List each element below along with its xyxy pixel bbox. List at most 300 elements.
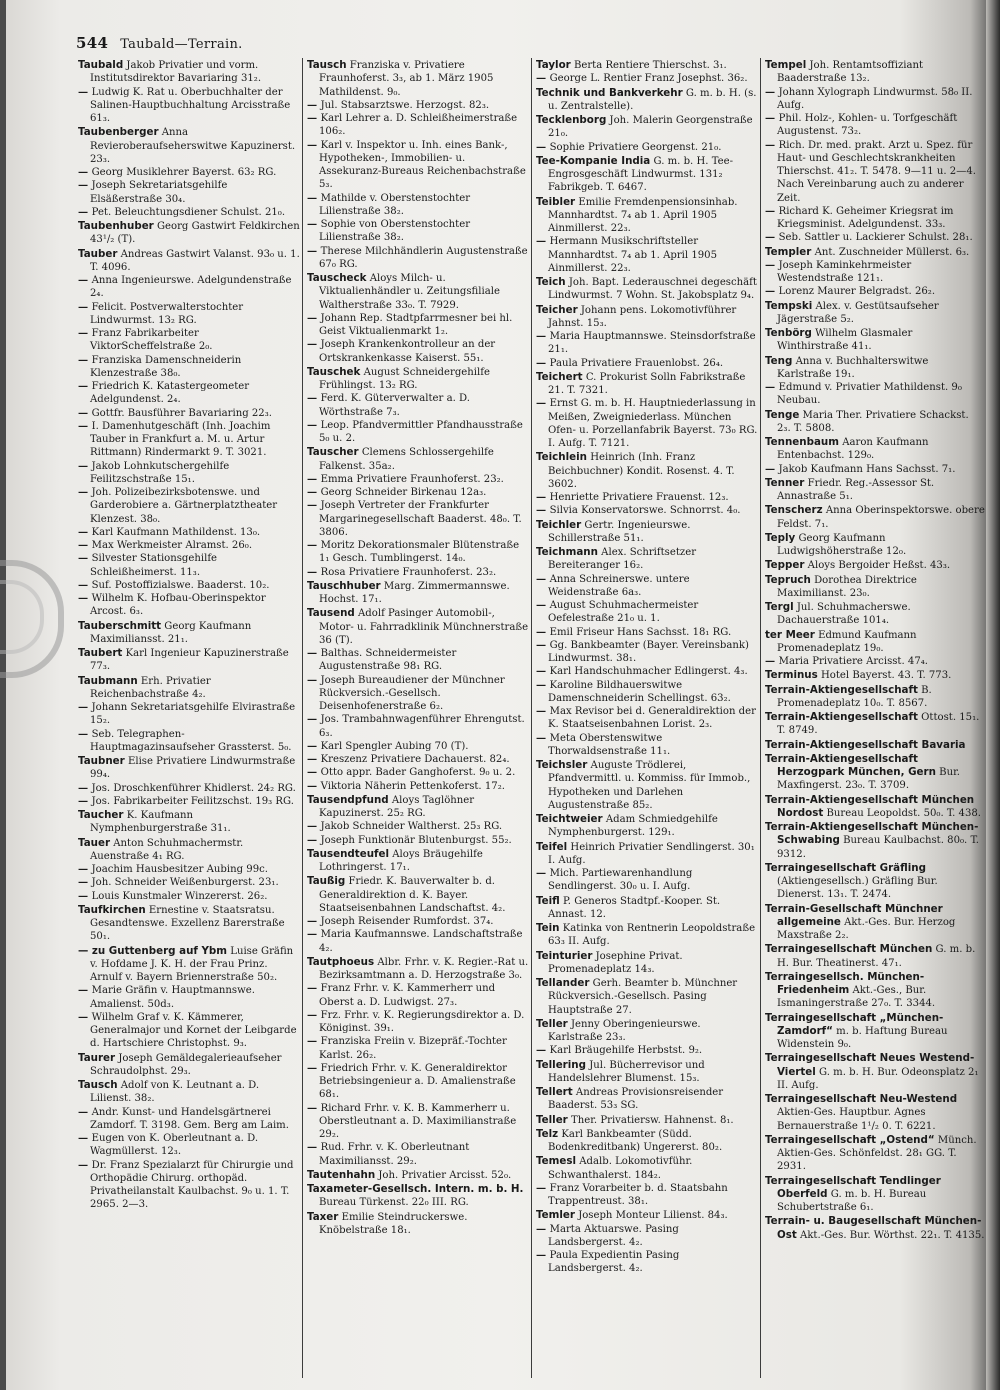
repeat-dash: — xyxy=(78,702,92,713)
entry-details: Sophie Privatiere Georgenst. 21₀. xyxy=(549,141,722,153)
entry-details: Aloys Bergoider Heßst. 43₃. xyxy=(807,560,951,572)
entry-details: Anna Oberinspektorswe. obere Feldst. 7₁. xyxy=(777,505,985,530)
entry-details: Anna v. Buchhalterswitwe Karlstraße 19₁. xyxy=(777,355,929,380)
directory-entry xyxy=(765,246,985,259)
directory-entry xyxy=(307,1009,529,1036)
directory-entry xyxy=(536,304,758,331)
entry-details: Emma Privatiere Fraunhoferst. 23₂. xyxy=(320,473,504,485)
repeat-dash: — xyxy=(536,666,550,678)
repeat-dash: — xyxy=(765,205,779,217)
repeat-dash: — xyxy=(78,180,92,192)
repeat-dash: — xyxy=(536,706,550,717)
repeat-dash: — xyxy=(307,1062,321,1074)
entry-surname: Terraingesellschaft Tendlinger Oberfeld xyxy=(765,1174,941,1200)
entry-surname: Tausend xyxy=(307,607,355,620)
entry-details: Franz Vorarbeiter b. d. Staatsbahn Trappentreust. 38₁. xyxy=(548,1182,728,1207)
entry-details: Karl Ingenieur Kapuzinerstraße 77₃. xyxy=(90,648,289,673)
directory-entry xyxy=(765,504,985,531)
directory-entry xyxy=(536,665,758,678)
entry-details: Joseph Vertreter der Frankfurter Margarinegesellschaft Baaderst. 48₀. T. 3806. xyxy=(319,500,522,538)
directory-entry xyxy=(536,235,758,275)
entry-surname: Tempel xyxy=(765,59,807,71)
directory-entry xyxy=(78,354,300,381)
entry-details: Jenny Oberingenieurswe. Karlstraße 23₃. xyxy=(548,1018,701,1043)
repeat-dash: — xyxy=(307,780,321,792)
repeat-dash: — xyxy=(78,167,92,178)
entry-details: Jakob Privatier und vorm. Institutsdirektor Bavariaring 31₂. xyxy=(90,60,262,85)
directory-entry xyxy=(78,592,300,619)
entry-details: Karl Lehrer a. D. Schleißheimerstraße 106₂. xyxy=(319,113,518,138)
entry-surname: Tennenbaum xyxy=(765,436,839,448)
directory-entry xyxy=(536,1223,758,1250)
directory-entry xyxy=(307,1035,529,1062)
entry-details: Georg Schneider Birkenau 12a₃. xyxy=(320,487,487,498)
entry-details: Jakob Kaufmann Hans Sachsst. 7₁. xyxy=(778,463,956,475)
entry-details: Wilhelm Graf v. K. Kämmerer, Generalmajor und Kornet der Leibgarde d. Hartschiere Christophst. 9₃. xyxy=(90,1011,297,1050)
entry-surname: Terrain-Aktiengesellschaft xyxy=(765,683,918,696)
directory-entry xyxy=(307,915,529,928)
entry-details: Max Revisor bei d. Generaldirektion der K. Staatseisenbahnen Lorist. 2₃. xyxy=(548,706,756,731)
entry-details: Franziska v. Privatiere Fraunhoferst. 3₃, ab 1. März 1905 Mathildenst. 9₀. xyxy=(319,60,494,98)
directory-entry xyxy=(78,539,300,552)
entry-details: Maria Privatiere Arcisst. 47₄. xyxy=(778,656,928,667)
repeat-dash: — xyxy=(307,487,321,498)
directory-entry xyxy=(765,1175,985,1215)
repeat-dash: — xyxy=(536,732,550,744)
entry-surname: Teifl xyxy=(536,894,560,907)
directory-entry xyxy=(536,546,758,573)
entry-details: Ludwig K. Rat u. Oberbuchhalter der Salinen-Hauptbuchhaltung Arcisstraße 61₃. xyxy=(90,86,291,124)
directory-entry xyxy=(536,357,758,370)
repeat-dash: — xyxy=(307,834,321,846)
entry-details: Andreas Gastwirt Valanst. 93₀ u. 1. T. 4096. xyxy=(90,248,300,273)
entry-surname: Temler xyxy=(536,1209,575,1222)
directory-entry xyxy=(307,928,529,955)
directory-entry xyxy=(536,1128,758,1155)
directory-entry xyxy=(765,477,985,504)
directory-entry xyxy=(536,504,758,517)
entry-details: Münch. Aktien-Ges. Schönfeldst. 28₁ GG. T. 2931. xyxy=(777,1134,977,1173)
entry-details: Gerh. Beamter b. Münchner Rückversich.-Gesellsch. Pasing Hauptstraße 27. xyxy=(548,978,738,1016)
repeat-dash: — xyxy=(78,460,92,472)
entry-surname: Tee-Kompanie India xyxy=(536,154,651,167)
directory-entry xyxy=(765,943,985,970)
directory-entry xyxy=(536,950,758,977)
entry-details: Johann Rep. Stadtpfarrmesner bei hl. Geist Viktualienmarkt 1₂. xyxy=(319,312,513,337)
directory-entry xyxy=(307,794,529,821)
entry-surname: Taubenhuber xyxy=(78,220,154,232)
entry-details: Bureau Leopoldst. 50₀. T. 438. xyxy=(826,807,982,819)
column-4 xyxy=(765,58,985,1378)
entry-details: Berta Rentiere Thierschst. 3₁. xyxy=(573,60,727,71)
directory-entry xyxy=(536,72,758,85)
entry-details: C. Prokurist Solln Fabrikstraße 21. T. 7321. xyxy=(548,371,746,396)
directory-entry xyxy=(765,684,985,711)
directory-entry xyxy=(536,867,758,894)
entry-details: Ant. Zuschneider Müllerst. 6₃. xyxy=(814,246,970,258)
entry-details: Paula Privatiere Frauenlobst. 26₄. xyxy=(549,357,724,369)
entry-details: Joh. Schneider Weißenburgerst. 23₁. xyxy=(91,877,279,889)
entry-details: Ther. Privatiersw. Hahnenst. 8₁. xyxy=(570,1114,734,1126)
repeat-dash: — xyxy=(307,339,321,351)
directory-entry xyxy=(307,499,529,539)
repeat-dash: — xyxy=(536,868,550,879)
directory-entry xyxy=(307,99,529,112)
directory-entry xyxy=(536,1044,758,1057)
directory-entry xyxy=(78,1079,300,1106)
directory-entry xyxy=(765,463,985,476)
entry-details: Erh. Privatier Reichenbachstraße 4₂. xyxy=(90,675,211,700)
directory-entry xyxy=(536,519,758,546)
entry-details: Franziska Damenschneiderin Klenzestraße 38₀. xyxy=(90,354,242,379)
entry-details: Maria Kaufmannswe. Landschaftstraße 4₂. xyxy=(319,929,523,954)
directory-entry xyxy=(307,446,529,473)
directory-entry xyxy=(78,526,300,539)
entry-surname: Taubmann xyxy=(78,674,138,687)
entry-details: Moritz Dekorationsmaler Blütenstraße 1₁ Gesch. Tumblingerst. 14₀. xyxy=(319,540,520,565)
entry-details: Felicit. Postverwalterstochter Lindwurmst. 13₂ RG. xyxy=(90,301,244,326)
entry-details: Friedr. Reg.-Assessor St. Annastraße 5₁. xyxy=(777,477,935,502)
directory-entry xyxy=(536,1018,758,1045)
repeat-dash: — xyxy=(307,113,321,124)
entry-details: Emilie Steindruckerswe. Knöbelstraße 18₁. xyxy=(319,1211,468,1236)
repeat-dash: — xyxy=(307,139,321,151)
entry-surname: Terrain-Gesellschaft Münchner allgemeine xyxy=(765,902,943,928)
directory-entry xyxy=(307,647,529,674)
directory-entry xyxy=(765,1052,985,1092)
directory-entry xyxy=(765,1215,985,1242)
directory-entry xyxy=(78,407,300,420)
repeat-dash: — xyxy=(78,579,92,591)
repeat-dash: — xyxy=(765,286,779,298)
entry-surname: Terraingesellschaft Neues Westend-Viertel xyxy=(765,1052,975,1078)
entry-details: Karl Bankbeamter (Südd. Bodenkreditbank) Ungererst. 80₂. xyxy=(548,1128,723,1153)
repeat-dash: — xyxy=(765,113,779,124)
entry-surname: Taubenberger xyxy=(78,126,159,139)
entry-surname: Telz xyxy=(536,1127,559,1140)
directory-entry xyxy=(78,220,300,247)
entry-details: Bureau Türkenst. 22₀ III. RG. xyxy=(319,1197,469,1209)
repeat-dash: — xyxy=(78,381,92,392)
directory-entry xyxy=(765,259,985,286)
entry-details: Joseph Funktionär Blutenburgst. 55₂. xyxy=(320,834,512,846)
entry-details: Ferd. K. Güterverwalter a. D. Wörthstraße 7₃. xyxy=(319,393,470,418)
directory-entry xyxy=(78,126,300,166)
repeat-dash: — xyxy=(78,1159,92,1171)
directory-entry xyxy=(78,755,300,782)
repeat-dash: — xyxy=(78,540,92,551)
repeat-dash: — xyxy=(536,1182,550,1194)
repeat-dash: — xyxy=(78,275,92,286)
entry-details: Joseph Gemäldegalerieaufseher Schraudolphst. 29₃. xyxy=(90,1052,282,1077)
directory-entry xyxy=(307,192,529,219)
repeat-dash: — xyxy=(78,782,92,794)
entry-details: Adolf von K. Leutnant a. D. Lilienst. 38₂. xyxy=(90,1080,260,1105)
directory-entry xyxy=(536,1059,758,1086)
entry-surname: Tauer xyxy=(78,836,111,849)
entry-surname: Tauscher xyxy=(307,446,359,459)
entry-surname: Teichsler xyxy=(536,759,588,771)
repeat-dash: — xyxy=(307,245,321,257)
entry-details: Heinrich Privatier Sendlingerst. 30₁ I. Aufg. xyxy=(548,841,755,866)
entry-details: Henriette Privatiere Frauenst. 12₃. xyxy=(549,492,729,503)
entry-details: Franz Frhr. v. K. Kammerherr und Oberst a. D. Ludwigst. 27₃. xyxy=(319,983,496,1008)
repeat-dash: — xyxy=(307,1102,321,1114)
directory-entry xyxy=(307,245,529,272)
directory-entry xyxy=(78,876,300,889)
entry-details: Anna Schreinerswe. untere Weidenstraße 6a₃. xyxy=(548,573,690,598)
directory-entry xyxy=(536,573,758,600)
entry-details: Akt.-Ges. Bur. Wörthst. 22₁. T. 4135. xyxy=(800,1229,985,1241)
repeat-dash: — xyxy=(307,983,321,995)
directory-entry xyxy=(78,1052,300,1079)
entry-details: Clemens Schlossergehilfe Falkenst. 35a₂. xyxy=(319,447,494,472)
entry-details: Elise Privatiere Lindwurmstraße 99₄. xyxy=(90,756,296,781)
directory-entry xyxy=(536,141,758,154)
entry-details: Otto appr. Bader Ganghoferst. 9₀ u. 2. xyxy=(320,767,516,779)
entry-details: Ottost. 15₁. T. 8749. xyxy=(777,712,980,737)
directory-entry xyxy=(78,301,300,328)
directory-entry xyxy=(765,231,985,244)
repeat-dash: — xyxy=(765,463,779,475)
entry-details: Sophie von Oberstenstochter Lilienstraße 38₂. xyxy=(319,219,471,244)
directory-entry xyxy=(307,419,529,446)
directory-entry xyxy=(765,1012,985,1052)
directory-entry xyxy=(78,166,300,179)
repeat-dash: — xyxy=(536,492,550,503)
column-divider xyxy=(302,58,303,1378)
column-3 xyxy=(536,58,758,1378)
directory-entry xyxy=(78,420,300,460)
entry-details: Richard K. Geheimer Kriegsrat im Kriegsminist. Adelgundenst. 33₃. xyxy=(777,205,954,230)
entry-surname: Technik und Bankverkehr xyxy=(536,86,683,99)
entry-details: m. b. Haftung Bureau Widenstein 9₀. xyxy=(777,1025,948,1050)
directory-entry xyxy=(78,327,300,354)
directory-entry xyxy=(307,59,529,99)
directory-entry xyxy=(765,711,985,738)
entry-details: Dorothea Direktrice Maximilianst. 23₀. xyxy=(777,574,917,599)
repeat-dash: — xyxy=(536,573,550,585)
entry-details: Friedrich K. Katastergeometer Adelgundenst. 2₄. xyxy=(90,381,250,406)
directory-entry xyxy=(765,669,985,682)
directory-entry xyxy=(307,1211,529,1238)
directory-entry xyxy=(765,601,985,628)
directory-entry xyxy=(78,837,300,864)
repeat-dash: — xyxy=(78,1133,92,1144)
directory-entry xyxy=(307,580,529,607)
entry-surname: Teichtweier xyxy=(536,813,603,825)
entry-surname: Taurer xyxy=(78,1051,116,1064)
entry-details: Johann Sekretariatsgehilfe Elvirastraße 15₂. xyxy=(90,702,296,727)
entry-details: Joh. Polizeibezirksbotenswe. und Garderobiere a. Gärtnerplatztheater Klenzest. 38₀. xyxy=(90,487,278,525)
entry-details: Max Werkmeister Alramst. 26₀. xyxy=(91,540,253,551)
entry-surname: Terrain-Aktiengesellschaft Bavaria xyxy=(765,738,966,751)
repeat-dash: — xyxy=(307,566,321,578)
entry-surname: Tempski xyxy=(765,299,813,312)
page-edge-shadow xyxy=(986,0,1000,1390)
repeat-dash: — xyxy=(536,639,550,651)
entry-surname: Tenner xyxy=(765,476,805,489)
entry-surname: Teinturier xyxy=(536,949,593,962)
entry-surname: Terrain-Aktiengesellschaft xyxy=(765,711,918,723)
repeat-dash: — xyxy=(307,929,321,941)
entry-details: Alex. v. Gestütsaufseher Jägerstraße 5₂. xyxy=(777,300,939,325)
entry-details: Johann Xylograph Lindwurmst. 58₀ II. Aufg. xyxy=(777,86,973,111)
entry-surname: Terrain-Aktiengesellschaft München-Schwabing xyxy=(765,821,979,847)
entry-details: Mich. Partiewarenhandlung Sendlingerst. 30₀ u. I. Aufg. xyxy=(548,868,693,893)
directory-entry xyxy=(765,355,985,382)
entry-details: Balthas. Schneidermeister Augustenstraße 98₁ RG. xyxy=(319,648,457,673)
entry-surname: Teng xyxy=(765,354,793,367)
entry-details: Maria Hauptmannswe. Steinsdorfstraße 21₁. xyxy=(548,331,756,356)
entry-surname: Terraingesellschaft „Ostend“ xyxy=(765,1133,935,1146)
entry-details: Meta Oberstenswitwe Thorwaldsenstraße 11₁. xyxy=(548,732,671,757)
directory-entry xyxy=(765,739,985,752)
entry-surname: Tergl xyxy=(765,601,794,613)
repeat-dash: — xyxy=(307,192,321,204)
entry-details: Dr. Franz Spezialarzt für Chirurgie und Orthopädie Chirurg. orthopäd. Privatheilanstalt Kaulbachst. 9₀ u. 1. T. 2965. 2—3. xyxy=(90,1159,294,1211)
entry-surname: Terraingesellschaft Neu-Westend xyxy=(765,1093,958,1105)
directory-entry xyxy=(78,552,300,579)
directory-entry xyxy=(307,753,529,766)
entry-details: Adam Schmiedgehilfe Nymphenburgerst. 129₁. xyxy=(548,814,718,839)
entry-details: Albr. Frhr. v. K. Regier.-Rat u. Bezirksamtmann a. D. Herzogstraße 3₀. xyxy=(319,956,529,981)
entry-details: Marg. Zimmermannswe. Hochst. 17₁. xyxy=(319,580,510,605)
repeat-dash: — xyxy=(78,728,92,740)
directory-entry xyxy=(536,679,758,706)
entry-details: Viktoria Näherin Pettenkoferst. 17₂. xyxy=(320,780,505,792)
entry-details: Katinka von Rentnerin Leopoldstraße 63₃ II. Aufg. xyxy=(548,923,756,948)
entry-surname: Teller xyxy=(536,1017,568,1030)
directory-entry xyxy=(307,956,529,983)
repeat-dash: — xyxy=(536,236,550,248)
repeat-dash: — xyxy=(307,393,321,405)
entry-details: Heinrich (Inh. Franz Beichbuchner) Kondit. Rosenst. 4. T. 3602. xyxy=(548,452,735,490)
entry-details: Silvia Konservatorswe. Schnorrst. 4₀. xyxy=(549,505,741,517)
entry-details: Georg Musiklehrer Bayerst. 63₂ RG. xyxy=(91,167,277,178)
directory-entry xyxy=(536,922,758,949)
directory-entry xyxy=(536,639,758,666)
entry-surname: Teich xyxy=(536,276,566,288)
entry-details: Richard Frhr. v. K. B. Kammerherr u. Oberstleutnant a. D. Maximilianstraße 29₂. xyxy=(319,1102,517,1140)
entry-details: Luise Gräfin v. Hofdame J. K. H. der Frau Prinz. Arnulf v. Bayern Briennerstraße 50₂. xyxy=(90,945,294,983)
directory-entry xyxy=(307,312,529,339)
directory-entry xyxy=(78,206,300,219)
entry-details: Johann pens. Lokomotivführer Jahnst. 15₃. xyxy=(548,304,737,329)
entry-details: Ernst G. m. b. H. Hauptniederlassung in Meißen, Zweigniederlass. München Ofen- u. Porzellanfabrik Bayerst. 73₀ RG. I. Aufg. T. 7121. xyxy=(548,398,758,449)
repeat-dash: — xyxy=(78,1011,92,1023)
entry-details: Jakob Schneider Waltherst. 25₃ RG. xyxy=(320,821,503,833)
repeat-dash: — xyxy=(78,864,92,875)
entry-surname: Terminus xyxy=(765,669,818,682)
entry-details: Kreszenz Privatiere Dachauerst. 82₄. xyxy=(320,754,510,765)
directory-entry xyxy=(307,218,529,245)
repeat-dash: — xyxy=(307,674,321,686)
directory-entry xyxy=(78,1106,300,1133)
entry-surname: Teichert xyxy=(536,370,583,383)
directory-entry xyxy=(78,579,300,592)
entry-details: Jul. Bücherrevisor und Handelslehrer Blumenst. 15₃. xyxy=(548,1059,705,1084)
entry-details: Eugen von K. Oberleutnant a. D. Wagmüllerst. 12₃. xyxy=(90,1133,259,1158)
directory-entry xyxy=(307,820,529,833)
repeat-dash: — xyxy=(307,473,321,485)
directory-entry xyxy=(78,701,300,728)
entry-details: Alex. Schriftsetzer Bereiteranger 16₂. xyxy=(548,547,697,572)
directory-entry xyxy=(765,381,985,408)
repeat-dash: — xyxy=(307,714,321,726)
entry-details: K. Kaufmann Nymphenburgerstraße 31₁. xyxy=(90,810,231,835)
repeat-dash: — xyxy=(536,141,550,153)
entry-details: Joh. Bapt. Lederauschnei degeschäft Lindwurmst. 7 Wohn. St. Jakobsplatz 9₄. xyxy=(548,277,757,302)
entry-details: Joh. Rentamtsoffiziant Baaderstraße 13₂. xyxy=(777,60,924,85)
directory-entry xyxy=(765,903,985,943)
entry-details: Mathilde v. Oberstenstochter Lilienstraße 38₂. xyxy=(319,192,471,217)
repeat-dash: — xyxy=(536,600,550,611)
entry-details: P. Generos Stadtpf.-Kooper. St. Annast. 12. xyxy=(548,895,721,920)
directory-entry xyxy=(78,647,300,674)
directory-entry xyxy=(765,139,985,205)
entry-details: G. m. b. H. Bur. Theatinerst. 47₁. xyxy=(777,944,976,969)
repeat-dash: — xyxy=(78,526,92,538)
repeat-dash: — xyxy=(536,398,550,410)
directory-entry xyxy=(78,675,300,702)
page-number: 544 xyxy=(76,34,109,52)
directory-entry xyxy=(307,1062,529,1102)
directory-entry xyxy=(307,740,529,753)
entry-details: Jos. Droschkenführer Khidlerst. 24₂ RG. xyxy=(91,782,296,794)
directory-entry xyxy=(536,491,758,504)
entry-details: Rosa Privatiere Fraunhoferst. 23₂. xyxy=(320,566,497,578)
directory-entry xyxy=(536,705,758,732)
directory-entry xyxy=(78,380,300,407)
entry-surname: Taucher xyxy=(78,809,124,821)
directory-entry xyxy=(765,1134,985,1174)
directory-entry xyxy=(536,276,758,303)
entry-details: Lorenz Maurer Belgradst. 26₂. xyxy=(778,286,936,298)
directory-entry xyxy=(78,460,300,487)
directory-entry xyxy=(307,713,529,740)
repeat-dash: — xyxy=(765,382,779,393)
directory-entry xyxy=(78,86,300,126)
entry-details: Rud. Frhr. v. K. Oberleutnant Maximiliansst. 29₂. xyxy=(319,1142,470,1167)
directory-entry xyxy=(307,982,529,1009)
entry-details: Adolf Pasinger Automobil-, Motor- u. Fahrradklinik Münchnerstraße 36 (T). xyxy=(319,608,529,646)
entry-surname: Tepper xyxy=(765,559,805,572)
entry-details: Aloys Taglöhner Kapuzinerst. 25₂ RG. xyxy=(319,794,475,819)
entry-details: Anna Revieroberaufseherswitwe Kapuzinerst. 23₃. xyxy=(90,127,296,165)
entry-surname: Terrain-Aktiengesellschaft München Nordost xyxy=(765,793,975,819)
entry-details: Karoline Bildhauerswitwe Damenschneiderin Schellingst. 63₂. xyxy=(548,679,731,704)
entry-details: Maria Ther. Privatiere Schackst. 2₃. T. 5808. xyxy=(777,409,969,434)
directory-entry xyxy=(307,607,529,647)
entry-details: Edmund Kaufmann Promenadeplatz 19₀. xyxy=(777,629,917,654)
directory-entry xyxy=(307,766,529,779)
entry-details: Leop. Pfandvermittler Pfandhausstraße 5₀ u. 2. xyxy=(319,419,523,444)
directory-entry xyxy=(536,87,758,114)
directory-entry xyxy=(536,59,758,72)
directory-entry xyxy=(307,780,529,793)
directory-entry xyxy=(765,574,985,601)
directory-entry xyxy=(765,794,985,821)
entry-surname: Taubner xyxy=(78,755,125,767)
entry-surname: Taylor xyxy=(536,59,571,71)
entry-details: Aloys Bräugehilfe Lothringerst. 17₁. xyxy=(319,848,483,873)
repeat-dash: — xyxy=(307,219,321,230)
directory-entry xyxy=(536,1086,758,1113)
directory-entry xyxy=(307,566,529,579)
entry-details: Aktien-Ges. Hauptbur. Agnes Bernauerstraße 1¹/₂ 0. T. 6221. xyxy=(777,1107,936,1132)
entry-details: (Aktiengesellsch.) Gräfling Bur. Dienerst. 13₁. T. 2474. xyxy=(777,876,938,901)
